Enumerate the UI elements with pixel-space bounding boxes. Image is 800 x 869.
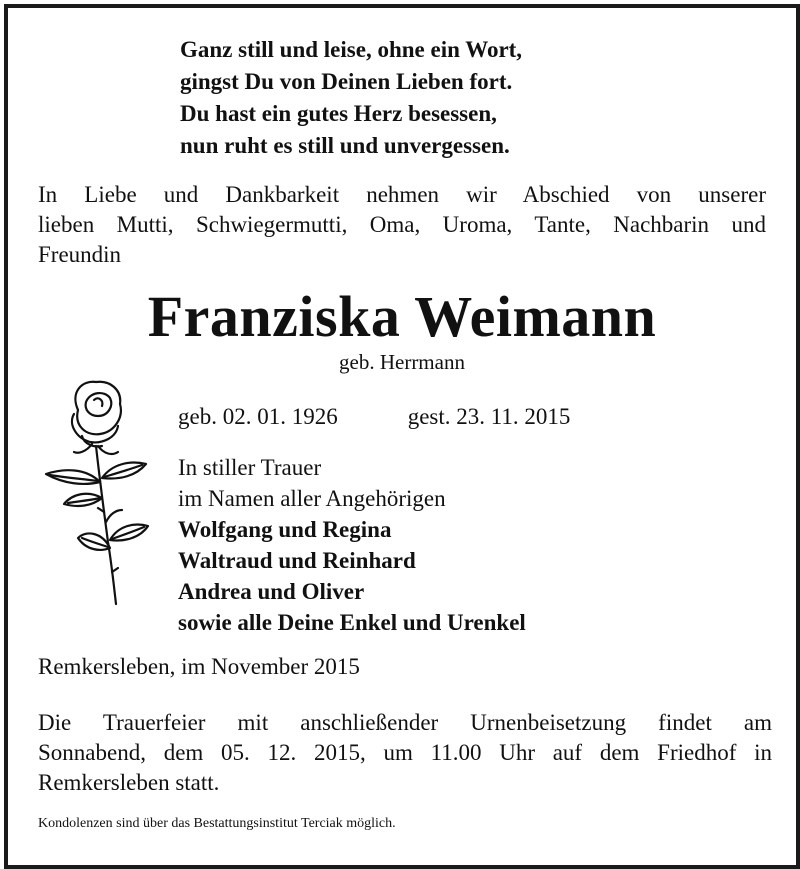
mourner-name: Wolfgang und Regina	[178, 517, 392, 542]
mourning-line: In stiller Trauer	[178, 455, 322, 480]
life-dates	[178, 402, 570, 432]
maiden-name: geb. Herrmann	[339, 350, 465, 374]
rose-icon	[38, 372, 158, 608]
poem-line: Du hast ein gutes Herz besessen,	[180, 101, 497, 126]
memorial-poem	[180, 34, 522, 162]
funeral-service-info	[38, 708, 772, 798]
intro-line: lieben Mutti, Schwiegermutti, Oma, Uroma, Tante, Nachbarin und	[38, 212, 766, 237]
place-and-date: Remkersleben, im November 2015	[38, 654, 360, 679]
poem-line: gingst Du von Deinen Lieben fort.	[180, 69, 513, 94]
obituary-notice	[4, 4, 800, 869]
service-line: Die Trauerfeier mit anschließender Urnenbeisetzung findet am	[38, 710, 772, 735]
condolence-note: Kondolenzen sind über das Bestattungsinstitut Terciak möglich.	[38, 816, 396, 831]
service-line: Remkersleben statt.	[38, 770, 220, 795]
intro-line: Freundin	[38, 242, 122, 267]
mourner-name: sowie alle Deine Enkel und Urenkel	[178, 610, 526, 635]
birth-date: geb. 02. 01. 1926	[178, 404, 338, 429]
mourning-line: im Namen aller Angehörigen	[178, 486, 446, 511]
poem-line: nun ruht es still und unvergessen.	[180, 133, 510, 158]
service-line: Sonnabend, dem 05. 12. 2015, um 11.00 Uhr auf dem Friedhof in	[38, 740, 772, 765]
death-date: gest. 23. 11. 2015	[407, 404, 571, 429]
mourner-name: Waltraud und Reinhard	[178, 548, 416, 573]
poem-line: Ganz still und leise, ohne ein Wort,	[180, 37, 523, 62]
mourners-block	[178, 452, 526, 638]
intro-line: In Liebe und Dankbarkeit nehmen wir Abschied von unserer	[38, 182, 766, 207]
deceased-name: Franziska Weimann	[147, 284, 657, 349]
farewell-intro	[38, 180, 766, 270]
mourner-name: Andrea und Oliver	[178, 579, 365, 604]
